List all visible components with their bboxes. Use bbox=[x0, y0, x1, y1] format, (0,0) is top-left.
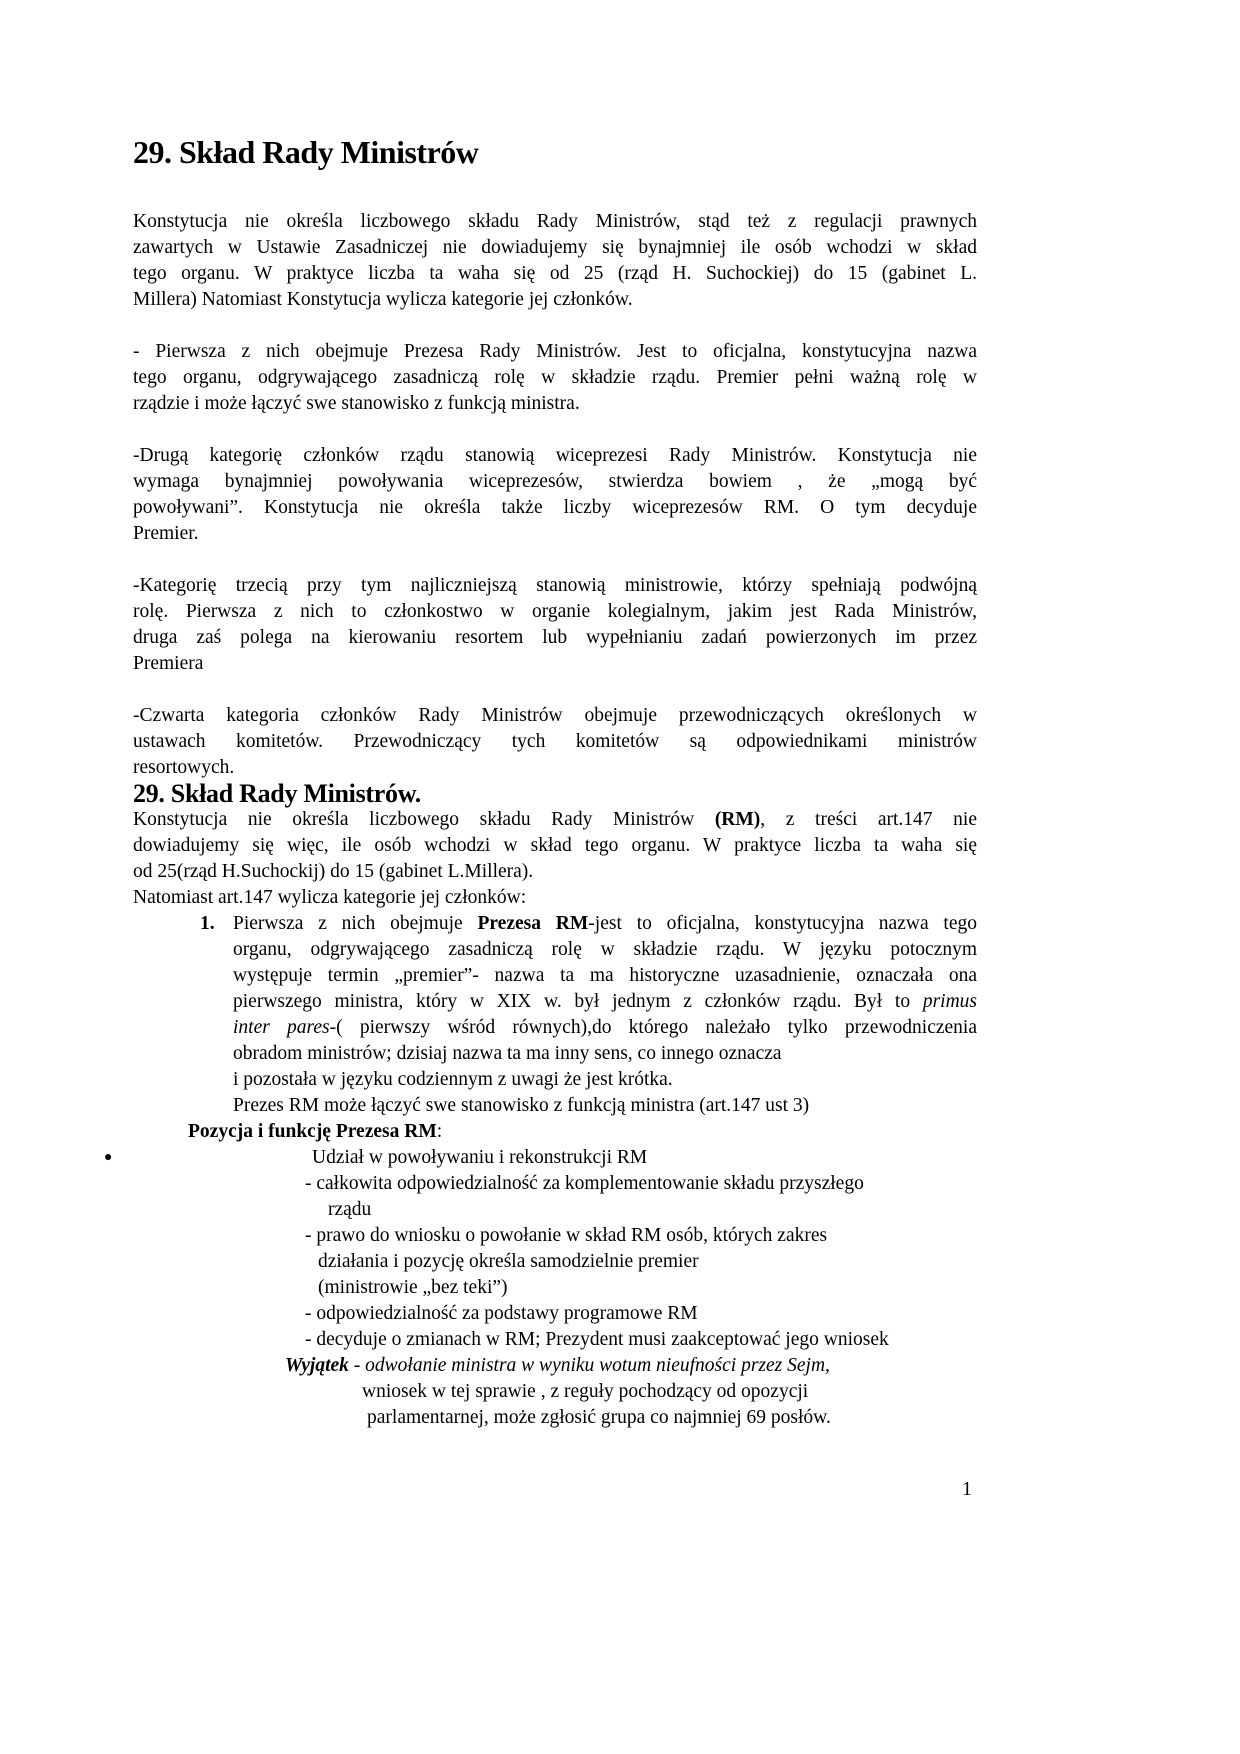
text: pierwszego ministra, który w XIX w. był jednym z członków rządu. Był to bbox=[233, 991, 923, 1012]
text-line: - decyduje o zmianach w RM; Prezydent musi zaakceptować jego wniosek bbox=[305, 1329, 889, 1350]
text-line: rządu bbox=[328, 1199, 372, 1220]
text-line: rządzie i może łączyć swe stanowisko z funkcją ministra. bbox=[133, 393, 580, 414]
section-intro bbox=[133, 807, 977, 911]
text: : bbox=[436, 1121, 443, 1142]
paragraph-1 bbox=[133, 209, 977, 313]
italic-text: primus bbox=[922, 991, 977, 1012]
text: , z treści art.147 nie bbox=[760, 809, 977, 830]
text-line bbox=[133, 807, 977, 833]
text-line: Premier. bbox=[133, 523, 199, 544]
bullet-item bbox=[104, 1145, 977, 1171]
text-line: -Czwarta kategoria członków Rady Ministrów obejmuje przewodniczących określonych w bbox=[133, 705, 977, 726]
text-line: - prawo do wniosku o powołanie w skład RM osób, których zakres bbox=[305, 1225, 828, 1246]
numbered-list-item bbox=[133, 911, 977, 1119]
bullet-icon: ● bbox=[104, 1150, 113, 1165]
text-line: - Pierwsza z nich obejmuje Prezesa Rady Ministrów. Jest to oficjalna, konstytucyjna nazwa bbox=[133, 341, 977, 362]
italic-text: - odwołanie ministra w wyniku wotum nieufności przez Sejm, bbox=[348, 1355, 830, 1376]
text-line: tego organu. W praktyce liczba ta waha się od 25 (rząd H. Suchockiej) do 15 (gabinet L. bbox=[133, 263, 977, 284]
text-line: zawartych w Ustawie Zasadniczej nie dowiadujemy się bynajmniej ile osób wchodzi w skład bbox=[133, 237, 977, 258]
page-title: 29. Skład Rady Ministrów bbox=[133, 134, 479, 170]
text-line: Konstytucja nie określa liczbowego składu Rady Ministrów, stąd też z regulacji prawnych bbox=[133, 211, 977, 232]
text-line: ustawach komitetów. Przewodniczący tych komitetów są odpowiednikami ministrów bbox=[133, 731, 977, 752]
text-line: Premiera bbox=[133, 653, 204, 674]
text-line: organu, odgrywającego zasadniczą rolę w składzie rządu. W języku potocznym bbox=[233, 939, 977, 960]
bold-text: Prezesa RM bbox=[477, 913, 589, 934]
paragraph-2 bbox=[133, 339, 977, 417]
text-line bbox=[233, 989, 977, 1015]
text-line bbox=[200, 911, 977, 937]
text: -jest to oficjalna, konstytucyjna nazwa tego bbox=[588, 913, 977, 934]
paragraph-3 bbox=[133, 443, 977, 547]
bold-italic-text: Wyjątek bbox=[285, 1355, 349, 1376]
text-line: i pozostała w języku codziennym z uwagi że jest krótka. bbox=[233, 1069, 673, 1090]
page-number: 1 bbox=[962, 1478, 972, 1500]
text: Udział w powoływaniu i rekonstrukcji RM bbox=[312, 1147, 648, 1168]
bold-text: (RM) bbox=[714, 809, 761, 830]
text-line: działania i pozycję określa samodzielnie premier bbox=[318, 1251, 699, 1272]
text-line: druga zaś polega na kierowaniu resortem lub wypełnianiu zadań powierzonych im przez bbox=[133, 627, 977, 648]
section-heading: 29. Skład Rady Ministrów. bbox=[133, 779, 421, 808]
text-line: Natomiast art.147 wylicza kategorie jej członków: bbox=[133, 887, 527, 908]
subheading bbox=[133, 1119, 977, 1145]
italic-text: inter pares bbox=[233, 1017, 330, 1038]
bold-text: Pozycja i funkcję Prezesa RM bbox=[188, 1121, 437, 1142]
text-line: -Drugą kategorię członków rządu stanowią wiceprezesi Rady Ministrów. Konstytucja nie bbox=[133, 445, 977, 466]
text-line: występuje termin „premier”- nazwa ta ma historyczne uzasadnienie, oznaczała ona bbox=[233, 965, 977, 986]
text-line: (ministrowie „bez teki”) bbox=[318, 1277, 508, 1298]
text-line bbox=[233, 1015, 977, 1041]
text-line: parlamentarnej, może zgłosić grupa co najmniej 69 posłów. bbox=[367, 1407, 831, 1428]
text-line: Millera) Natomiast Konstytucja wylicza kategorie jej członków. bbox=[133, 289, 633, 310]
text-line: powoływani”. Konstytucja nie określa także liczby wiceprezesów RM. O tym decyduje bbox=[133, 497, 977, 518]
text-line: -Kategorię trzecią przy tym najliczniejszą stanowią ministrowie, którzy spełniają podwójną bbox=[133, 575, 977, 596]
text-line: - odpowiedzialność za podstawy programowe RM bbox=[305, 1303, 698, 1324]
text-line: tego organu, odgrywającego zasadniczą rolę w składzie rządu. Premier pełni ważną rolę w bbox=[133, 367, 977, 388]
text-line: obradom ministrów; dzisiaj nazwa ta ma inny sens, co innego oznacza bbox=[233, 1043, 782, 1064]
text-line: resortowych. bbox=[133, 757, 235, 778]
text-line: od 25(rząd H.Suchockij) do 15 (gabinet L.Millera). bbox=[133, 861, 534, 882]
text: Pierwsza z nich obejmuje bbox=[233, 913, 478, 934]
text-line: - całkowita odpowiedzialność za komplementowanie składu przyszłego bbox=[305, 1173, 864, 1194]
paragraph-5 bbox=[133, 703, 977, 781]
list-number: 1. bbox=[200, 913, 215, 934]
text-line: Prezes RM może łączyć swe stanowisko z funkcją ministra (art.147 ust 3) bbox=[233, 1095, 810, 1116]
text: Konstytucja nie określa liczbowego składu Rady Ministrów bbox=[133, 809, 715, 830]
paragraph-4 bbox=[133, 573, 977, 677]
text-line: wymaga bynajmniej powoływania wiceprezesów, stwierdza bowiem , że „mogą być bbox=[133, 471, 977, 492]
text-line: rolę. Pierwsza z nich to członkostwo w organie kolegialnym, jakim jest Rada Ministrów, bbox=[133, 601, 977, 622]
text: -( pierwszy wśród równych),do którego należało tylko przewodniczenia bbox=[329, 1017, 977, 1038]
sub-items bbox=[133, 1171, 977, 1353]
text-line: wniosek w tej sprawie , z reguły pochodzący od opozycji bbox=[362, 1381, 809, 1402]
document-body bbox=[104, 209, 977, 1431]
text-line: dowiadujemy się więc, ile osób wchodzi w skład tego organu. W praktyce liczba ta waha się bbox=[133, 835, 977, 856]
exception-note bbox=[133, 1353, 977, 1431]
text-line bbox=[133, 1353, 977, 1379]
